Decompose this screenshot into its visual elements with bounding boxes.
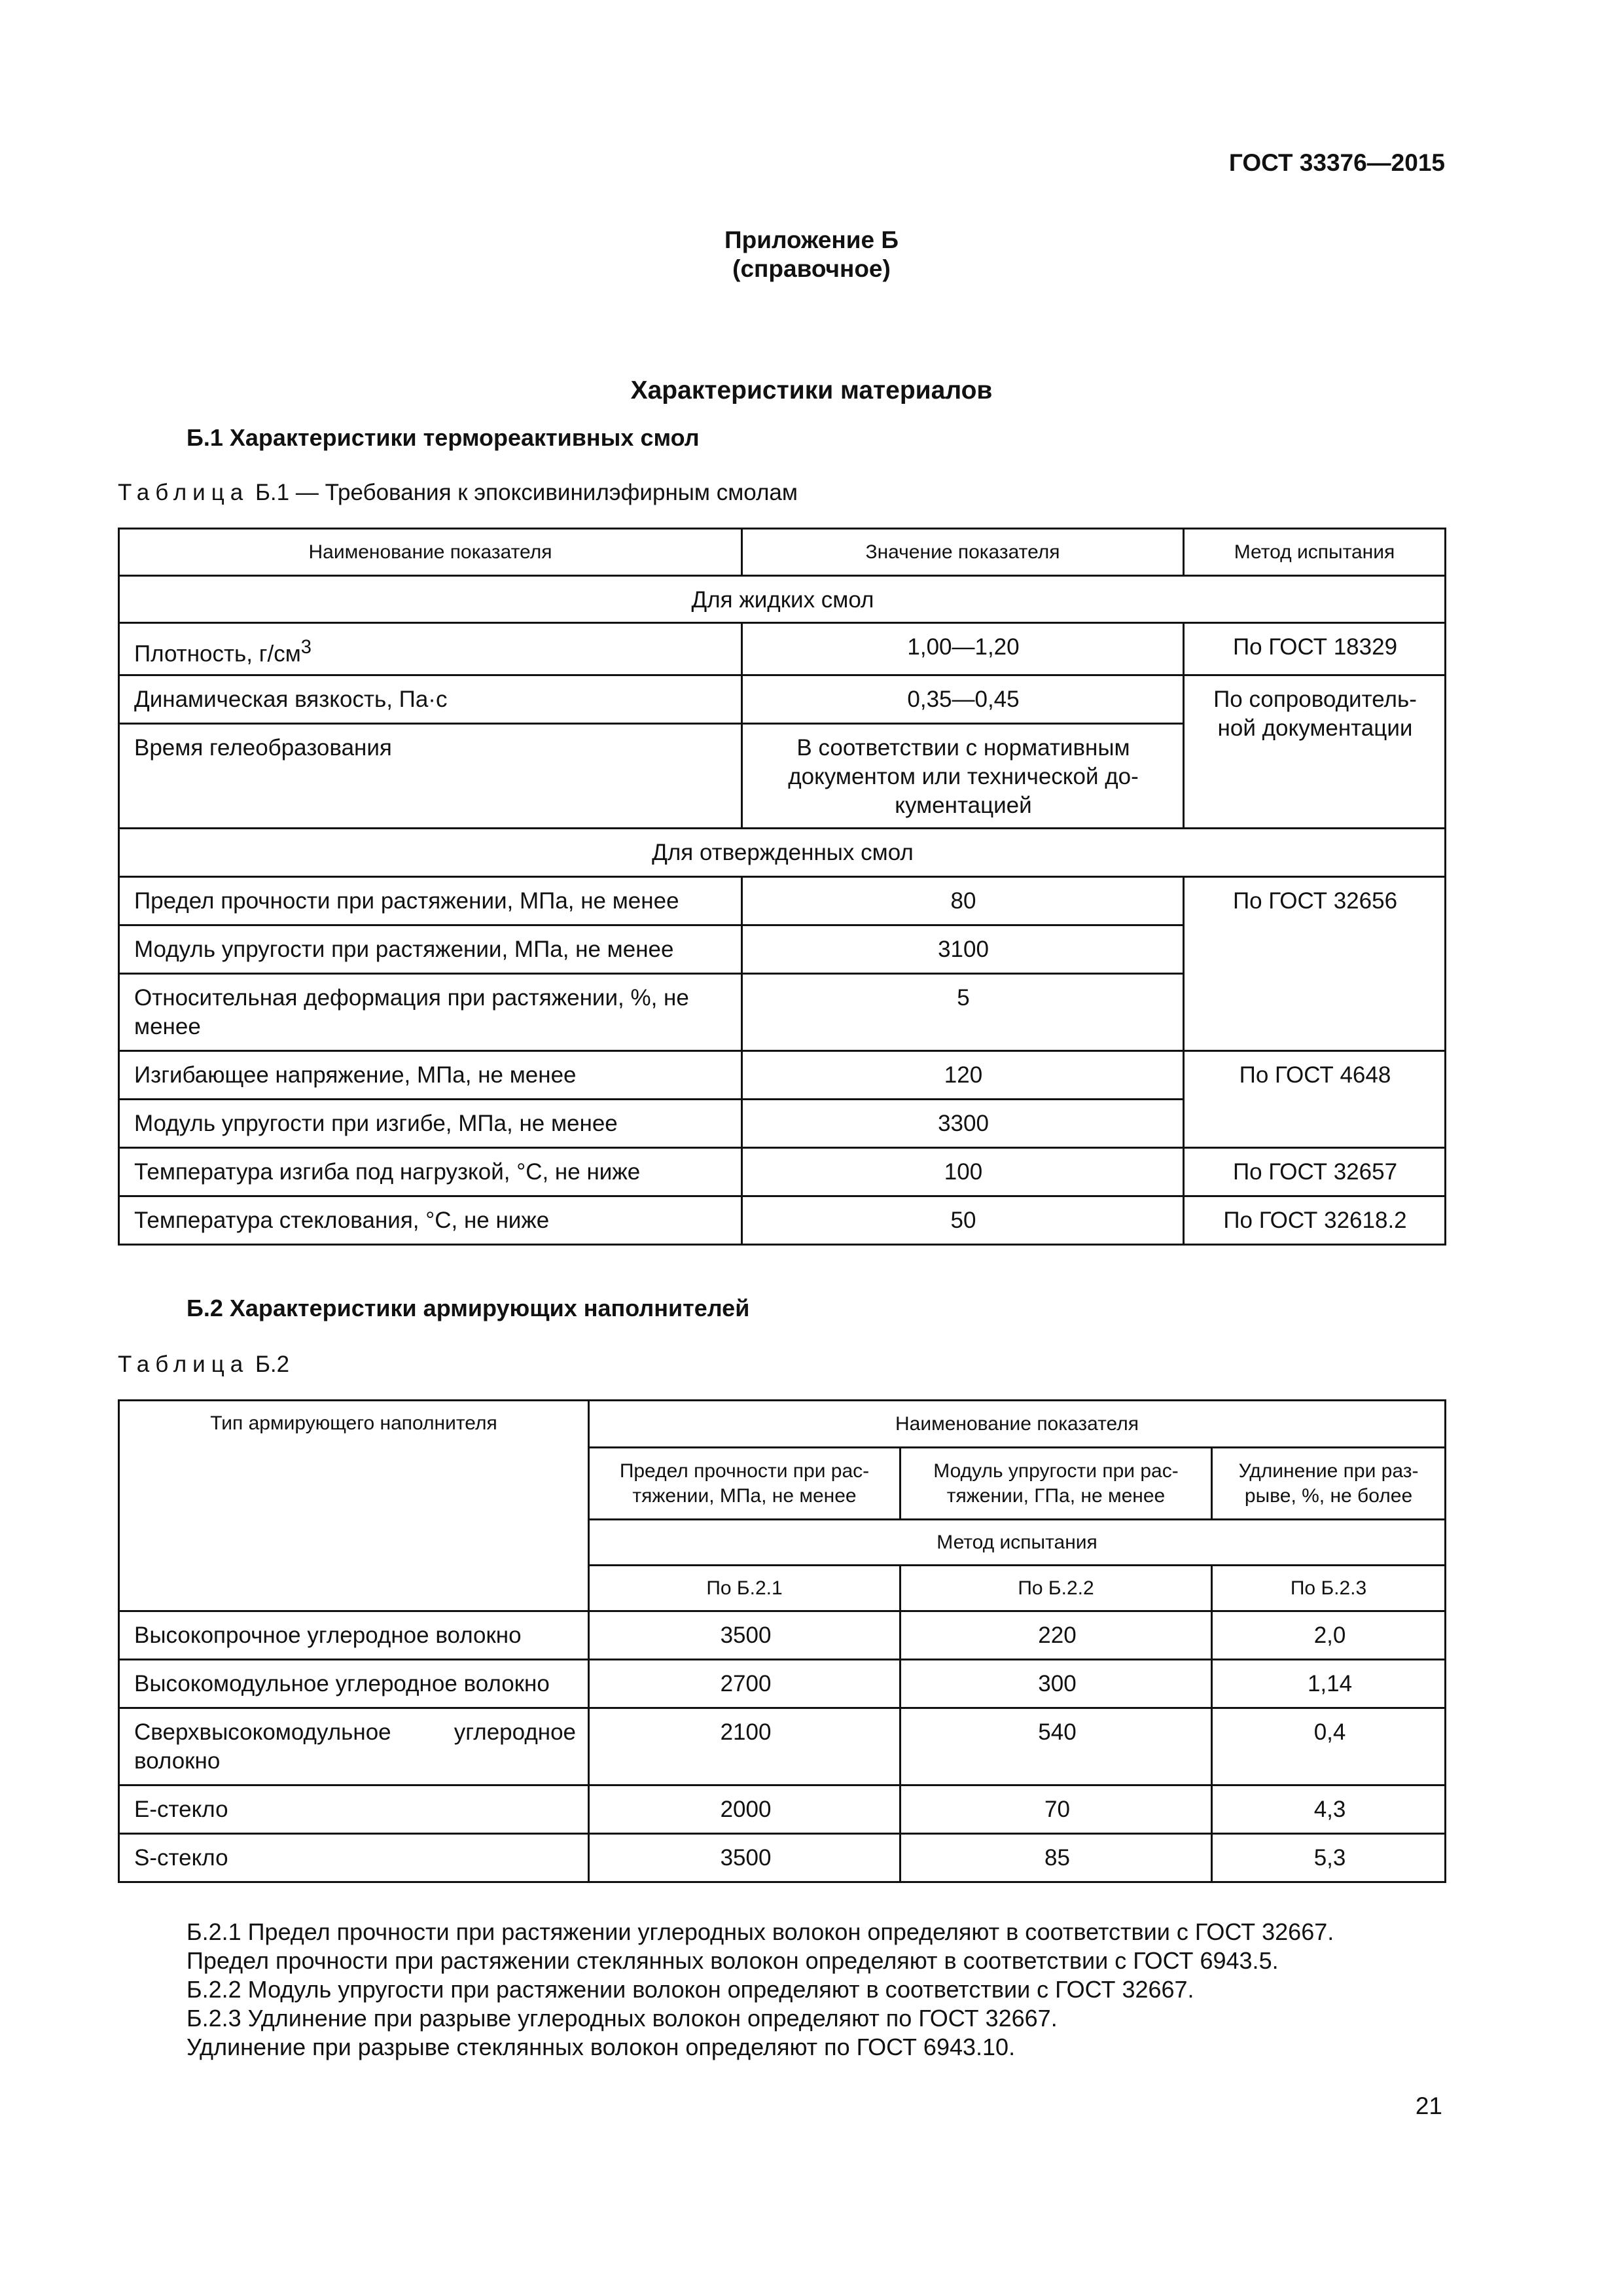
row-modulus: 220 [901,1611,1212,1660]
table-b1-caption-word: Таблица [118,480,249,505]
row-elongation: 1,14 [1212,1660,1446,1708]
document-code: ГОСТ 33376—2015 [1228,149,1445,176]
row-elongation: 4,3 [1212,1785,1446,1834]
table-row [119,1834,1446,1882]
row-strength: 3500 [589,1611,901,1660]
row-value: 3100 [742,925,1184,973]
row-name: Изгибающее напряжение, МПа, не менее [119,1050,742,1099]
row-value: 3300 [742,1099,1184,1147]
row-strength: 2000 [589,1785,901,1834]
row-modulus: 300 [901,1660,1212,1708]
table-row [119,1611,1446,1660]
table-b2 [118,1399,1446,1883]
table-b2-header-row [119,1401,1446,1448]
table-row [119,1050,1446,1099]
row-method: По ГОСТ 32656 [1184,876,1446,1050]
row-elongation: 0,4 [1212,1708,1446,1785]
note-line: Удлинение при разрыве стеклянных волокон определяют по ГОСТ 6943.10. [187,2034,1016,2060]
table-b2-header-type: Тип армирующего наполнителя [119,1401,589,1611]
row-elongation: 5,3 [1212,1834,1446,1882]
row-method: По ГОСТ 4648 [1184,1050,1446,1147]
table-b2-header-elongation: Удлинение при раз-рыве, %, не более [1212,1448,1446,1520]
annex-title: Приложение Б [724,226,899,253]
row-modulus: 85 [901,1834,1212,1882]
row-value: 120 [742,1050,1184,1099]
row-elongation: 2,0 [1212,1611,1446,1660]
row-name: Динамическая вязкость, Па·с [119,675,742,723]
row-value: 5 [742,973,1184,1050]
b1-title: Б.1 Характеристики термореактивных смол [187,424,700,451]
table-b2-header-modulus: Модуль упругости при рас-тяжении, ГПа, не менее [901,1448,1212,1520]
row-name: Время гелеобразования [119,723,742,828]
page-number: 21 [1415,2092,1442,2119]
table-row [119,1147,1446,1196]
row-name: Модуль упругости при изгибе, МПа, не менее [119,1099,742,1147]
table-b2-caption [118,1352,289,1378]
row-method: По ГОСТ 18329 [1184,623,1446,675]
table-b2-method-ref: По Б.2.1 [589,1566,901,1611]
table-b1-header-method: Метод испытания [1184,529,1446,576]
note-line: Предел прочности при растяжении стеклянных волокон определяют в соответствии с ГОСТ 6943.5. [187,1947,1279,1974]
row-name: Температура стеклования, °С, не ниже [119,1196,742,1244]
row-name: Относительная деформация при растяжении, %, не менее [119,973,742,1050]
table-row [119,1785,1446,1834]
note-line: Б.2.1 Предел прочности при растяжении углеродных волокон определяют в соответствии с ГОСТ 32667. [187,1918,1334,1945]
row-method: По ГОСТ 32618.2 [1184,1196,1446,1244]
row-value: 80 [742,876,1184,925]
row-name: Модуль упругости при растяжении, МПа, не менее [119,925,742,973]
row-value: В соответствии с нормативным документом или технической до-кументацией [742,723,1184,828]
row-type: S-стекло [119,1834,589,1882]
row-name-text: Плотность, г/см [134,641,301,667]
table-b2-caption-word: Таблица [118,1352,249,1377]
table-b2-header-indicator: Наименование показателя [589,1401,1446,1448]
table-b1-header-row [119,529,1446,576]
row-method: По ГОСТ 32657 [1184,1147,1446,1196]
row-name-sup: 3 [300,637,312,658]
table-b1-header-value: Значение показателя [742,529,1184,576]
table-row [119,1708,1446,1785]
row-modulus: 70 [901,1785,1212,1834]
row-type: Высокомодульное углеродное волокно [119,1660,589,1708]
table-row [119,876,1446,925]
table-row [119,675,1446,723]
table-b1-caption-text: Б.1 — Требования к эпоксивинилэфирным смолам [249,480,798,505]
row-strength: 2700 [589,1660,901,1708]
table-row [119,623,1446,675]
group-liquid-resins: Для жидких смол [119,576,1446,623]
note-line: Б.2.3 Удлинение при разрыве углеродных волокон определяют по ГОСТ 32667. [187,2005,1058,2032]
notes [187,1918,1334,2062]
table-b2-caption-text: Б.2 [249,1352,290,1377]
table-b1-caption [118,480,798,506]
annex-subtitle: (справочное) [732,255,891,282]
note-line: Б.2.2 Модуль упругости при растяжении волокон определяют в соответствии с ГОСТ 32667. [187,1976,1194,2003]
row-type: Высокопрочное углеродное волокно [119,1611,589,1660]
table-row [119,828,1446,876]
row-value: 1,00—1,20 [742,623,1184,675]
table-row [119,1196,1446,1244]
row-value: 50 [742,1196,1184,1244]
table-row [119,1660,1446,1708]
row-name [119,623,742,675]
table-b2-header-method: Метод испытания [589,1520,1446,1566]
table-row [119,576,1446,623]
row-modulus: 540 [901,1708,1212,1785]
table-b2-method-ref: По Б.2.2 [901,1566,1212,1611]
table-b1 [118,528,1446,1246]
row-strength: 2100 [589,1708,901,1785]
section-title: Характеристики материалов [630,376,993,404]
row-type: Сверхвысокомодульное углеродное волокно [119,1708,589,1785]
row-value: 0,35—0,45 [742,675,1184,723]
group-cured-resins: Для отвержденных смол [119,828,1446,876]
row-name: Предел прочности при растяжении, МПа, не менее [119,876,742,925]
annex-heading [0,226,1623,283]
row-strength: 3500 [589,1834,901,1882]
table-b1-header-name: Наименование показателя [119,529,742,576]
row-name: Температура изгиба под нагрузкой, °С, не ниже [119,1147,742,1196]
row-value: 100 [742,1147,1184,1196]
row-method: По сопроводитель-ной документации [1184,675,1446,828]
b2-title: Б.2 Характеристики армирующих наполнителей [187,1295,750,1321]
table-b2-header-strength: Предел прочности при рас-тяжении, МПа, не менее [589,1448,901,1520]
row-type: Е-стекло [119,1785,589,1834]
table-b2-method-ref: По Б.2.3 [1212,1566,1446,1611]
